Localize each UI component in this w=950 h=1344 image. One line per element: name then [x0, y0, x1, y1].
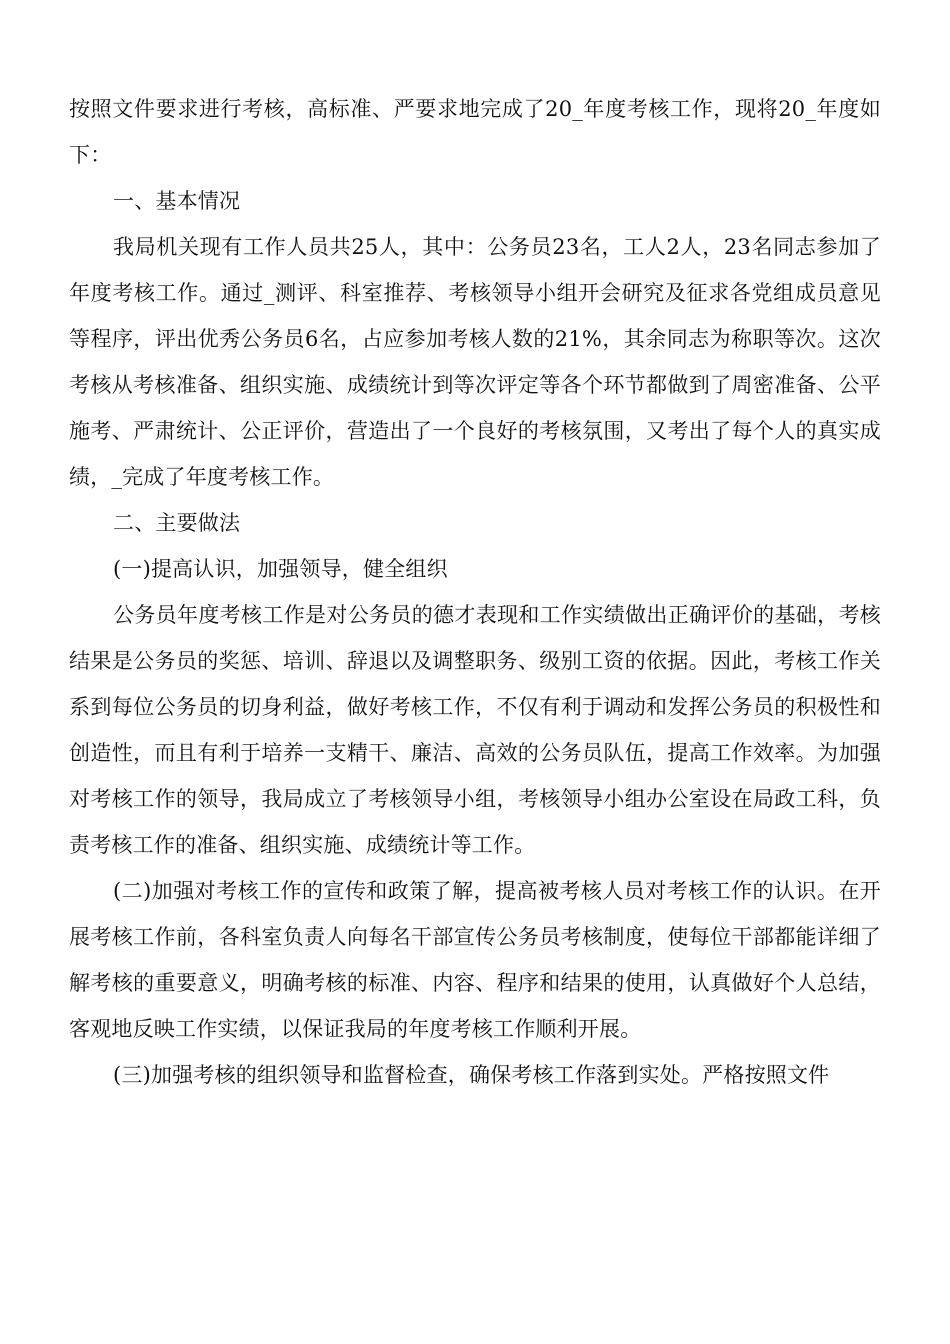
paragraph-subsection-1: 公务员年度考核工作是对公务员的德才表现和工作实绩做出正确评价的基础，考核结果是公务员的奖惩、培训、辞退以及调整职务、级别工资的依据。因此，考核工作关系到每位公务员的切身利益，做好考核工作，不仅有利于调动和发挥公务员的积极性和创造性，而且有利于培养一支精干、廉洁、高效的公务员队伍，提高工作效率。为加强对考核工作的领导，我局成立了考核领导小组，考核领导小组办公室设在局政工科，负责考核工作的准备、组织实施、成绩统计等工作。: [69, 603, 881, 857]
section-heading-basic-situation: 一、基本情况: [113, 189, 241, 213]
section-heading-main-practices: 二、主要做法: [113, 511, 241, 535]
paragraph-basic-situation: 我局机关现有工作人员共25人，其中：公务员23名，工人2人，23名同志参加了年度考核工作。通过_测评、科室推荐、考核领导小组开会研究及征求各党组成员意见等程序，评出优秀公务员6名，占应参加考核人数的21%，其余同志为称职等次。这次考核从考核准备、组织实施、成绩统计到等次评定等各个环节都做到了周密准备、公平施考、严肃统计、公正评价，营造出了一个良好的考核氛围，又考出了每个人的真实成绩，_完成了年度考核工作。: [69, 235, 881, 489]
paragraph-subsection-2: (二)加强对考核工作的宣传和政策了解，提高被考核人员对考核工作的认识。在开展考核工作前，各科室负责人向每名干部宣传公务员考核制度，使每位干部都能详细了解考核的重要意义，明确考核的标准、内容、程序和结果的使用，认真做好个人总结，客观地反映工作实绩，以保证我局的年度考核工作顺利开展。: [69, 879, 881, 1041]
paragraph-subsection-3: (三)加强考核的组织领导和监督检查，确保考核工作落到实处。严格按照文件: [113, 1063, 830, 1087]
document-page: [69, 86, 881, 1098]
subheading-1: (一)提高认识，加强领导，健全组织: [113, 557, 448, 581]
paragraph-intro: 按照文件要求进行考核，高标准、严要求地完成了20_年度考核工作，现将20_年度如下：: [69, 97, 881, 167]
